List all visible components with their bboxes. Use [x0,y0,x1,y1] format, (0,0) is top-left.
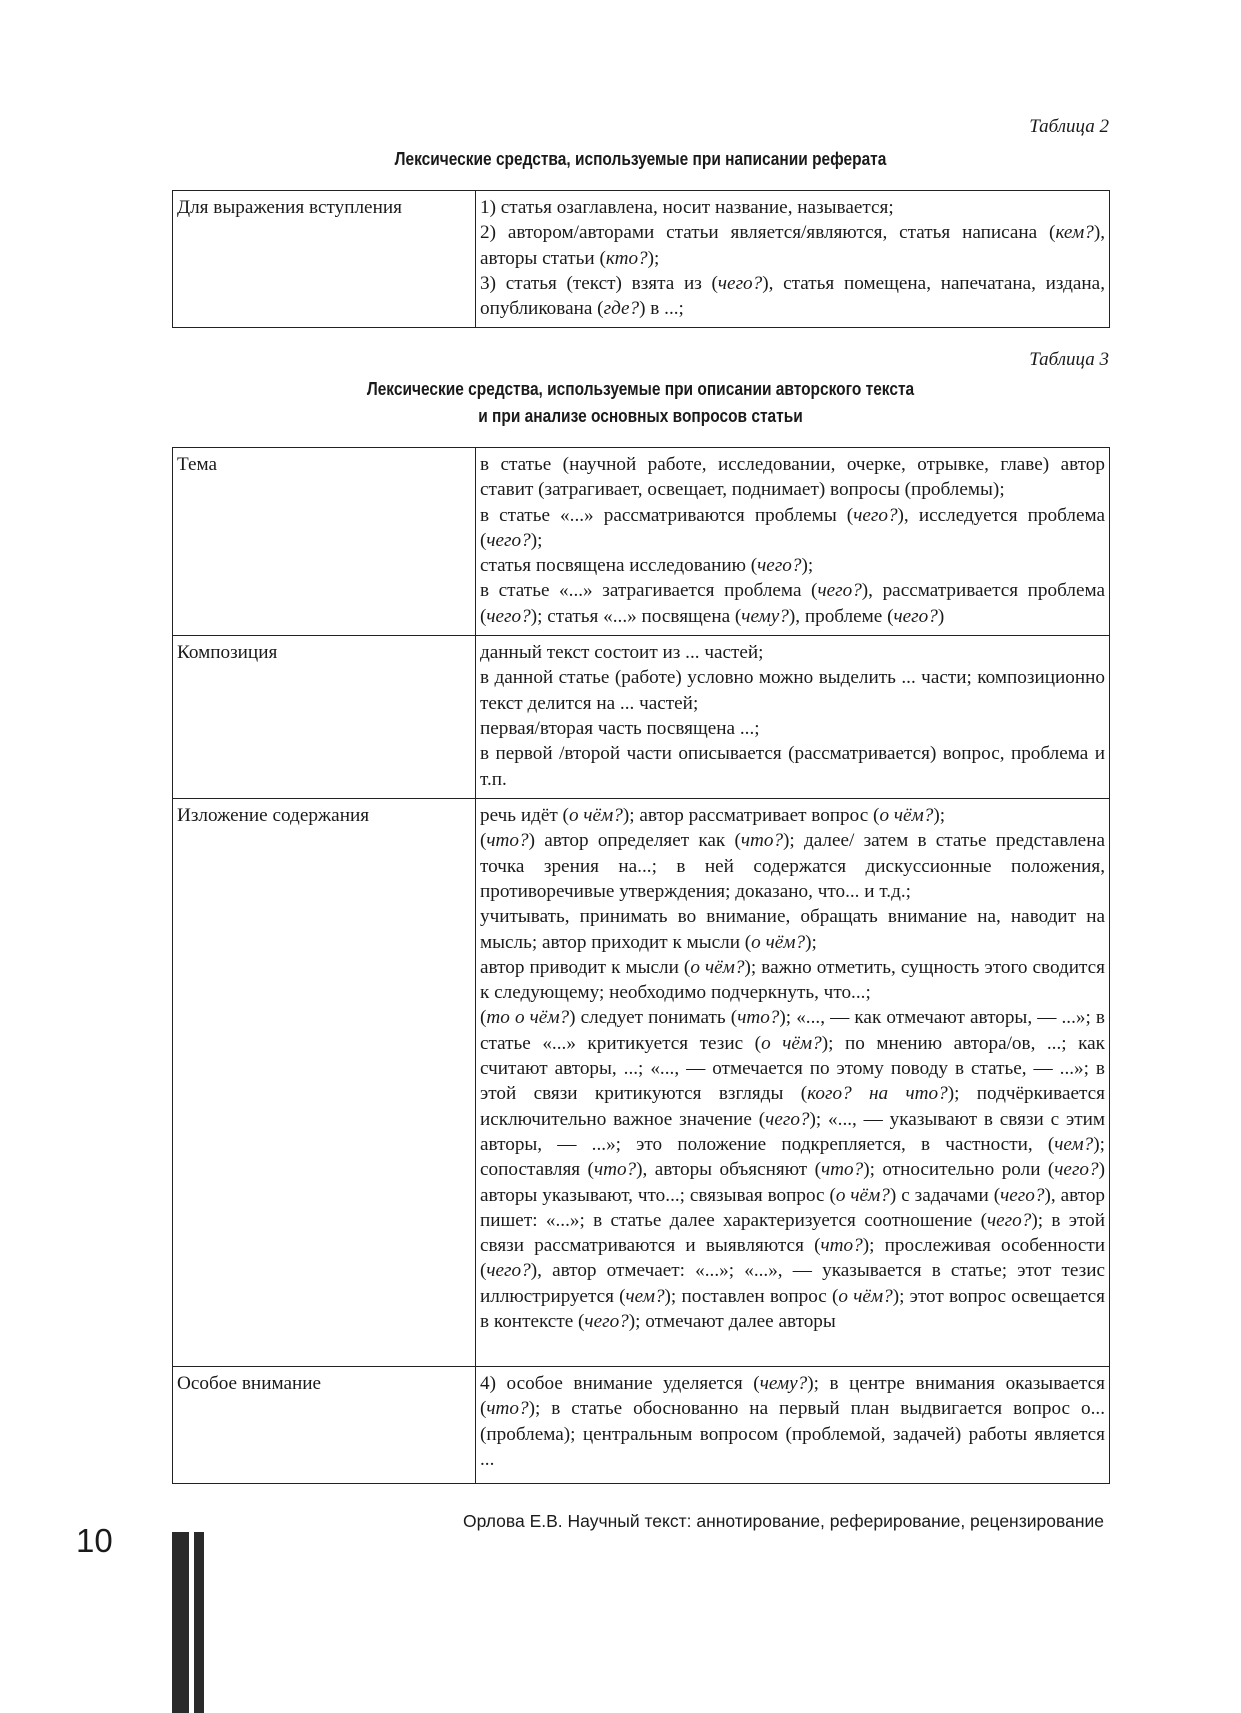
expression-paragraph [480,828,1105,904]
question-italic: чем? [625,1285,665,1307]
text-segment: ), проблеме ( [788,605,894,627]
question-italic: чего? [757,555,802,577]
row-expressions [476,1367,1110,1484]
text-segment: ), рассматривается проблема ( [480,580,1105,627]
expression-paragraph [480,955,1105,1006]
text-segment: речь идёт ( [480,805,569,827]
row-expressions [476,448,1110,636]
text-segment: ), авторы объясняют ( [636,1159,821,1181]
text-segment: ), автор пишет: «...»; в статье далее характеризуется соотношение ( [480,1184,1106,1231]
question-italic: о чём? [835,1184,890,1206]
text-segment: ); [530,529,543,551]
page-number: 10 [76,1522,113,1559]
text-segment: ); относительно роли ( [863,1159,1055,1181]
row-expressions [476,191,1110,328]
text-segment: ) авторы указывают, что...; связывая вопрос ( [480,1159,1106,1206]
row-expressions [476,799,1110,1367]
question-italic: что? [821,1159,864,1181]
text-segment: ); далее/ затем в статье представлена точка зрения на...; в ней содержатся дискуссионные положения, противоречивые утверждения; доказано, что... и т.д.; [480,830,1105,902]
text-segment: 1) статья озаглавлена, носит название, называется; [480,197,894,218]
text-segment: в статье «...» затрагивается проблема ( [480,580,818,602]
question-italic: что? [486,1398,529,1420]
table-3-title-line-2: и при анализе основных вопросов статьи [478,406,803,426]
question-italic: чем? [1054,1133,1094,1155]
question-italic: о чём? [568,805,623,827]
question-italic: где? [603,298,640,320]
question-italic: чего? [817,580,862,602]
expression-paragraph [480,503,1105,554]
text-segment: ); [647,247,660,269]
text-segment: 2) автором/авторами статьи является/являются, статья написана ( [480,222,1056,244]
text-segment: 3) статья (текст) взята из ( [480,272,718,294]
expression-paragraph [480,665,1105,716]
question-italic: чего? [853,504,898,526]
question-italic: что? [737,1007,780,1029]
expression-paragraph [480,195,1105,220]
expression-paragraph [480,553,1105,578]
question-italic: о чём? [751,931,806,953]
question-italic: кого? на что? [807,1083,948,1105]
text-segment: ) с задачами ( [889,1184,1001,1206]
expression-paragraph [480,1371,1105,1472]
text-segment: ); отмечают далее авторы [628,1311,836,1333]
row-term: Особое внимание [173,1367,476,1484]
question-italic: о чём? [690,956,745,978]
question-italic: чего? [486,605,531,627]
expression-paragraph [480,716,1105,741]
text-segment: ( [480,1007,487,1029]
expression-paragraph [480,220,1105,271]
table-3 [172,447,1110,1484]
text-segment: ); в статье обоснованно на первый план выдвигается вопрос о... (проблема); центральным вопросом (проблемой, задачей) работы является ... [480,1398,1105,1470]
text-segment: в статье (научной работе, исследовании, очерке, отрывке, главе) автор ставит (затрагивает, освещает, поднимает) вопросы (проблемы); [480,454,1105,501]
text-segment: ); «..., — указывают в связи с этим авторы, — ...»; это положение подкрепляется, в частности, ( [480,1108,1105,1155]
question-italic: кем? [1055,222,1094,244]
text-segment: ); подчёркивается исключительно важное значение ( [480,1083,1105,1130]
text-segment: ); этот вопрос освещается в контексте ( [480,1285,1105,1333]
question-italic: что? [486,830,529,852]
text-segment: автор приводит к мысли ( [480,956,691,978]
expression-paragraph [480,452,1105,503]
decorative-bar [172,1532,189,1713]
question-italic: о чём? [879,805,934,827]
decorative-bar [194,1532,204,1713]
text-segment: ), авторы статьи ( [480,222,1105,269]
table-row [173,191,1110,328]
text-segment: ); [805,931,817,953]
question-italic: чему? [759,1373,808,1395]
question-italic: чего? [1000,1184,1045,1206]
question-italic: чего? [1054,1159,1099,1181]
question-italic: чего? [486,1260,531,1282]
text-segment: ), автор отмечает: «...»; «...», — указывается в статье; этот тезис иллюстрируется ( [480,1260,1105,1307]
running-title: Орлова Е.В. Научный текст: аннотирование, реферирование, рецензирование [463,1511,1104,1531]
table-2 [172,190,1110,328]
question-italic: чего? [986,1209,1032,1231]
table-row [173,636,1110,799]
text-segment: ); в этой связи рассматриваются и выявляются ( [480,1209,1105,1257]
table-row [173,448,1110,636]
text-segment: ); сопоставляя ( [480,1133,1105,1181]
text-segment: ), статья помещена, напечатана, издана, опубликована ( [480,272,1105,320]
table-row [173,799,1110,1367]
text-segment: ); автор рассматривает вопрос ( [622,805,880,827]
text-segment: ) следует понимать ( [569,1007,738,1029]
expression-paragraph [480,271,1105,322]
text-segment: ); важно отметить, сущность этого сводится к следующему; необходимо подчеркнуть, что...; [480,956,1105,1004]
text-segment: ); по мнению автора/ов, ...; как считают авторы, ...; «..., — отмечается по этому поводу в статье, — ...»; в этой связи критикуются взгляды ( [480,1032,1105,1105]
text-segment: ) в ...; [639,298,684,320]
text-segment: ); прослеживая особенности ( [480,1235,1105,1282]
table-row [173,1367,1110,1484]
question-italic: чего? [486,529,531,551]
question-italic: чего? [717,272,763,294]
question-italic: о чём? [838,1285,893,1307]
text-segment: в статье «...» рассматриваются проблемы ( [480,504,854,526]
text-segment: ), исследуется проблема ( [480,504,1105,551]
expression-paragraph [480,803,1105,828]
table-3-label: Таблица 3 [1029,349,1109,370]
row-term: Для выражения вступления [173,191,476,328]
table-2-label: Таблица 2 [1029,116,1109,137]
text-segment: ) автор определяет как ( [528,830,741,852]
text-segment: в данной статье (работе) условно можно выделить ... части; композиционно текст делится на ... частей; [480,667,1105,714]
text-segment: данный текст состоит из ... частей; [480,642,764,664]
table-3-title-line-1: Лексические средства, используемые при описании авторского текста [366,379,915,399]
text-segment: ); «..., — как отмечают авторы, — ...»; в статье «...» критикуется тезис ( [480,1007,1105,1054]
text-segment: учитывать, принимать во внимание, обращать внимание на, наводит на мысль; автор приходит к мысли ( [480,906,1105,953]
expression-paragraph [480,640,1105,665]
text-segment: статья посвящена исследованию ( [480,555,758,577]
row-expressions [476,636,1110,799]
row-term: Тема [173,448,476,636]
expression-paragraph [480,904,1105,955]
table-3-title [238,376,1044,430]
text-segment: ( [480,830,487,852]
question-italic: что? [593,1159,637,1181]
text-segment: ); поставлен вопрос ( [664,1285,839,1307]
text-segment: ); статья «...» посвящена ( [530,605,742,627]
question-italic: чего? [893,605,938,627]
text-segment: в первой /второй части описывается (рассматривается) вопрос, проблема и т.п. [480,743,1105,790]
question-italic: кто? [605,247,648,269]
question-italic: о чём? [761,1032,822,1054]
question-italic: чему? [741,605,789,627]
row-term: Композиция [173,636,476,799]
text-segment: ); [933,805,946,827]
question-italic: что? [820,1235,863,1257]
question-italic: чего? [765,1108,810,1130]
expression-paragraph [480,741,1105,792]
expression-paragraph [480,578,1105,629]
text-segment: ); в центре внимания оказывается ( [480,1373,1105,1420]
table-2-title: Лексические средства, используемые при написании реферата [394,149,887,169]
text-segment: ) [937,605,945,627]
text-segment: ); [801,555,814,577]
expression-paragraph [480,1005,1105,1334]
text-segment: первая/вторая часть посвящена ...; [480,717,760,739]
question-italic: то о чём? [486,1007,570,1029]
question-italic: чего? [584,1311,629,1333]
row-term: Изложение содержания [173,799,476,1367]
text-segment: 4) особое внимание уделяется ( [480,1373,760,1395]
question-italic: что? [740,830,784,852]
